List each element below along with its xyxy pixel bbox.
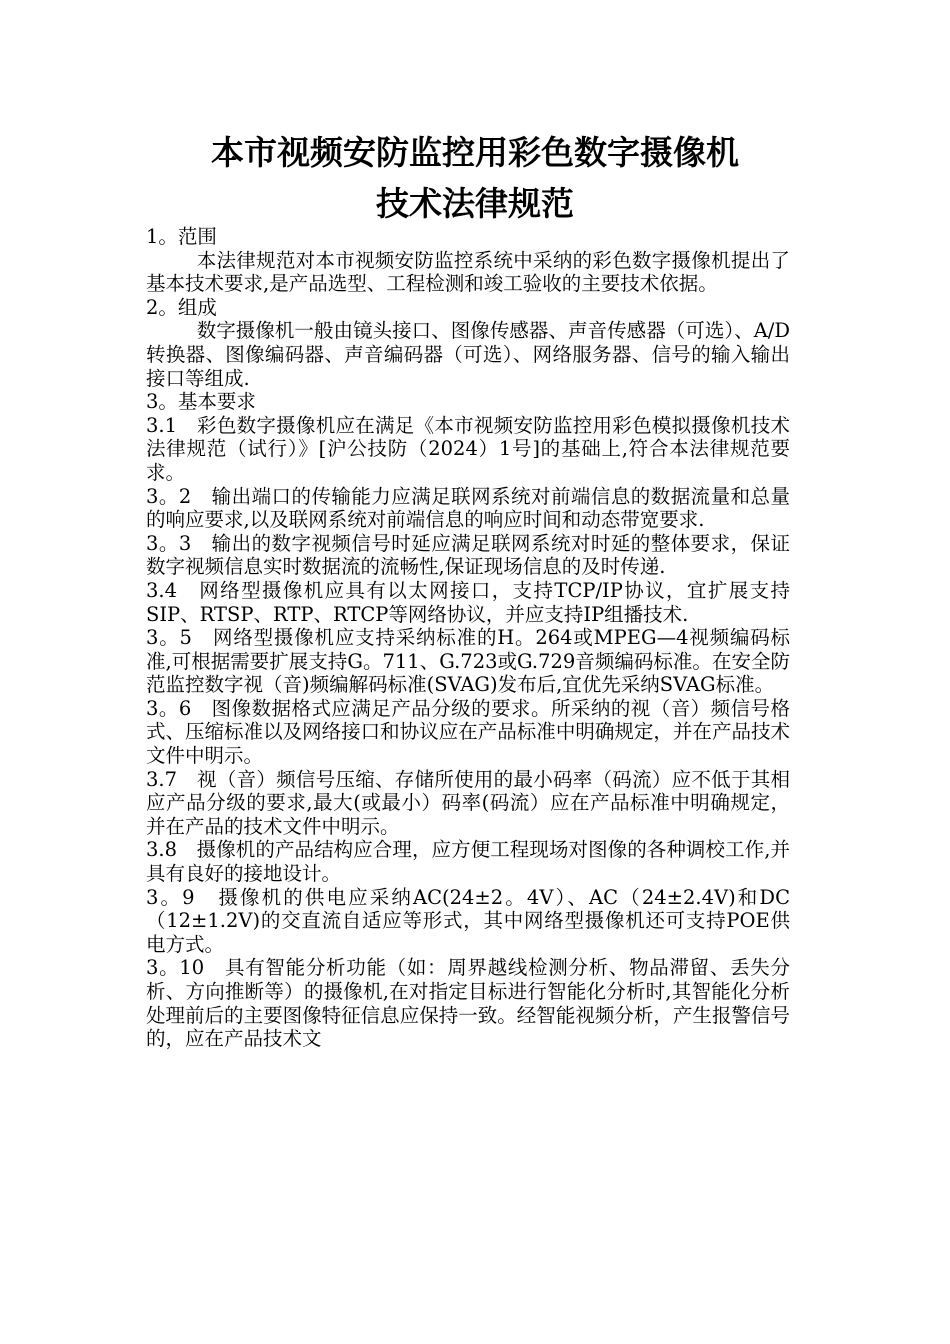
clause-3-9: 3。9 摄像机的供电应采纳AC(24±2。4V）、AC（24±2.4V)和DC （12±1.2V)的交直流自适应等形式，其中网络型摄像机还可支持POE供电方式。 [146, 885, 810, 956]
clause-3-4: 3.4 网络型摄像机应具有以太网接口，支持TCP/IP协议，宜扩展支持SIP、RTSP、RTP、RTCP等网络协议，并应支持IP组播技术. [146, 578, 790, 626]
clause-3-10: 3。10 具有智能分析功能（如：周界越线检测分析、物品滞留、丢失分析、方向推断等）的摄像机,在对指定目标进行智能化分析时,其智能化分析处理前后的主要图像特征信息应保持一致。经智能视频分析，产生报警信号的，应在产品技术文 [146, 956, 790, 1051]
section-heading-scope: 1。范围 [146, 225, 217, 248]
section-heading-composition: 2。组成 [146, 295, 217, 319]
document-title-line-2: 技术法律规范 [376, 184, 574, 223]
clause-3-6: 3。6 图像数据格式应满足产品分级的要求。所采纳的视（音）频信号格式、压缩标准以及网络接口和协议应在产品标准中明确规定，并在产品技术文件中明示。 [146, 696, 790, 768]
clause-3-7: 3.7 视（音）频信号压缩、存储所使用的最小码率（码流）应不低于其相应产品分级的要求,最大(或最小）码率(码流）应在产品标准中明确规定，并在产品的技术文件中明示。 [146, 767, 790, 838]
document-title-line-1: 本市视频安防监控用彩色数字摄像机 [211, 133, 739, 172]
paragraph-scope: 本法律规范对本市视频安防监控系统中采纳的彩色数字摄像机提出了基本技术要求,是产品选型、工程检测和竣工验收的主要技术依据。 [146, 248, 790, 296]
document-body [146, 225, 810, 1051]
clause-3-8: 3.8 摄像机的产品结构应合理，应方便工程现场对图像的各种调校工作,并具有良好的接地设计。 [146, 838, 790, 886]
clause-3-3: 3。3 输出的数字视频信号时延应满足联网系统对时延的整体要求，保证数字视频信息实时数据流的流畅性,保证现场信息的及时传递. [146, 531, 790, 579]
clause-3-1: 3.1 彩色数字摄像机应在满足《本市视频安防监控用彩色模拟摄像机技术法律规范（试行）》[沪公技防（2024）1号]的基础上,符合本法律规范要求。 [146, 413, 790, 484]
paragraph-composition: 数字摄像机一般由镜头接口、图像传感器、声音传感器（可选）、A/D转换器、图像编码器、声音编码器（可选）、网络服务器、信号的输入输出接口等组成. [146, 319, 790, 390]
clause-3-5: 3。5 网络型摄像机应支持采纳标准的H。264或MPEG—4视频编码标准,可根据需要扩展支持G。711、G.723或G.729音频编码标准。在安全防范监控数字视（音)频编解码标准(SVAG)发布后,宜优先采纳SVAG标准。 [146, 626, 790, 697]
clause-3-2: 3。2 输出端口的传输能力应满足联网系统对前端信息的数据流量和总量的响应要求,以及联网系统对前端信息的响应时间和动态带宽要求. [146, 484, 790, 532]
section-heading-basic-requirements: 3。基本要求 [146, 390, 256, 414]
